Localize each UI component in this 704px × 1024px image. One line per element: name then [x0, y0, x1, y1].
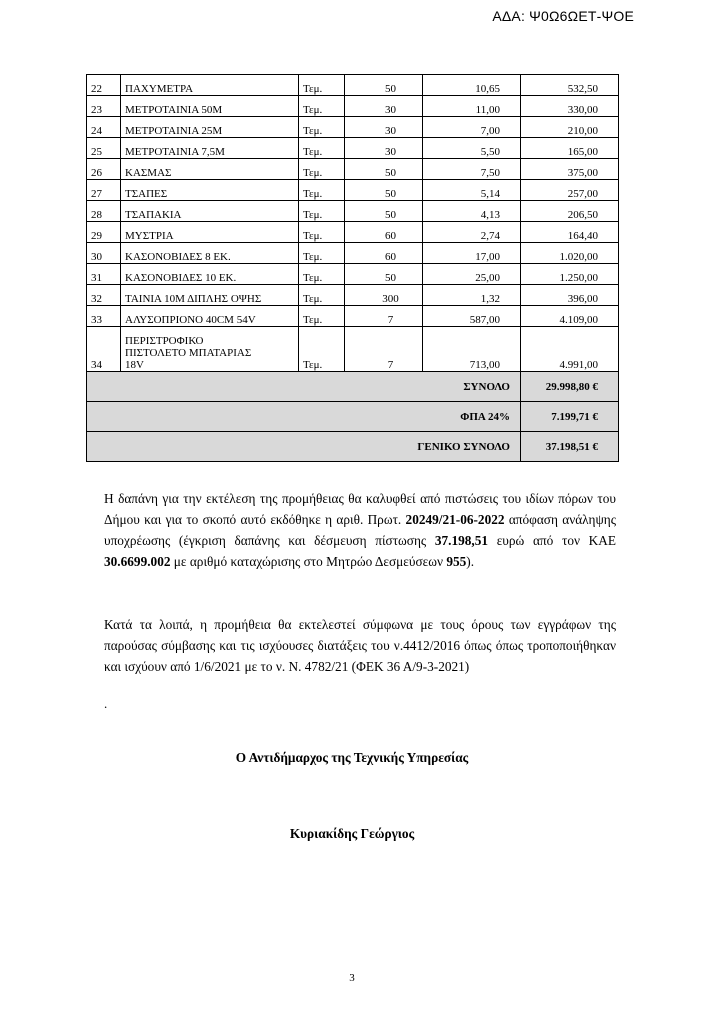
- row-quantity: 50: [345, 75, 423, 96]
- row-item-line: ΠΕΡΙΣΤΡΟΦΙΚΟ: [125, 335, 204, 347]
- row-number: 29: [87, 222, 121, 243]
- vat-label: ΦΠΑ 24%: [87, 402, 521, 432]
- ada-code: ΑΔΑ: Ψ0Ω6ΩΕΤ-ΨΟΕ: [492, 8, 634, 24]
- row-unit: Τεμ.: [299, 222, 345, 243]
- row-unit-price: 17,00: [423, 243, 521, 264]
- row-total: 257,00: [521, 180, 619, 201]
- row-total: 375,00: [521, 159, 619, 180]
- text-run: ευρώ από τον ΚΑΕ: [488, 533, 616, 548]
- grand-total-row: [87, 432, 619, 462]
- row-number: 34: [87, 327, 121, 372]
- row-unit: Τεμ.: [299, 285, 345, 306]
- text-run: απόφαση ανάληψης υποχρέωσης (έγκριση δαπάνης και δέσμευση πίστωσης: [104, 512, 616, 548]
- row-unit-price: 7,50: [423, 159, 521, 180]
- table-row: [87, 180, 619, 201]
- row-total: 210,00: [521, 117, 619, 138]
- table-row: [87, 159, 619, 180]
- row-unit: Τεμ.: [299, 138, 345, 159]
- row-item: ΚΑΣΜΑΣ: [121, 159, 299, 180]
- row-item: ΚΑΣΟΝΟΒΙΔΕΣ 10 ΕΚ.: [121, 264, 299, 285]
- row-unit: Τεμ.: [299, 306, 345, 327]
- row-quantity: 30: [345, 96, 423, 117]
- grand-total-value: 37.198,51 €: [521, 432, 619, 462]
- row-unit: Τεμ.: [299, 243, 345, 264]
- amount: 37.198,51: [434, 533, 489, 548]
- table-row: [87, 264, 619, 285]
- row-quantity: 300: [345, 285, 423, 306]
- row-unit: Τεμ.: [299, 159, 345, 180]
- row-item: ΜΥΣΤΡΙΑ: [121, 222, 299, 243]
- text-run: ).: [466, 554, 475, 569]
- table-row: [87, 201, 619, 222]
- row-number: 23: [87, 96, 121, 117]
- table-row: [87, 117, 619, 138]
- items-table-body: [87, 75, 619, 462]
- signature-name: Κυριακίδης Γεώργιος: [289, 826, 415, 841]
- decision-number: 20249/21-06-2022: [405, 512, 505, 527]
- row-total: 206,50: [521, 201, 619, 222]
- row-number: 30: [87, 243, 121, 264]
- row-unit-price: 25,00: [423, 264, 521, 285]
- row-unit-price: 10,65: [423, 75, 521, 96]
- vat-value: 7.199,71 €: [521, 402, 619, 432]
- row-item: [121, 327, 299, 372]
- subtotal-value: 29.998,80 €: [521, 372, 619, 402]
- row-unit: Τεμ.: [299, 264, 345, 285]
- row-total: 330,00: [521, 96, 619, 117]
- row-unit: Τεμ.: [299, 75, 345, 96]
- row-total: 164,40: [521, 222, 619, 243]
- row-quantity: 30: [345, 117, 423, 138]
- row-total: 4.991,00: [521, 327, 619, 372]
- row-unit: Τεμ.: [299, 117, 345, 138]
- row-quantity: 7: [345, 327, 423, 372]
- row-unit-price: 5,50: [423, 138, 521, 159]
- row-unit-price: 7,00: [423, 117, 521, 138]
- row-total: 4.109,00: [521, 306, 619, 327]
- kae-code: 30.6699.002: [104, 554, 171, 569]
- row-number: 26: [87, 159, 121, 180]
- page-number: 3: [349, 972, 355, 984]
- row-unit-price: 713,00: [423, 327, 521, 372]
- row-total: 1.020,00: [521, 243, 619, 264]
- funding-paragraph: [104, 488, 616, 572]
- vat-row: [87, 402, 619, 432]
- row-unit: Τεμ.: [299, 96, 345, 117]
- row-total: 396,00: [521, 285, 619, 306]
- table-row: [87, 285, 619, 306]
- row-quantity: 30: [345, 138, 423, 159]
- table-row: [87, 327, 619, 372]
- row-total: 165,00: [521, 138, 619, 159]
- row-item: ΜΕΤΡΟΤΑΙΝΙΑ 50Μ: [121, 96, 299, 117]
- row-item: ΠΑΧΥΜΕΤΡΑ: [121, 75, 299, 96]
- row-unit: Τεμ.: [299, 180, 345, 201]
- row-quantity: 50: [345, 201, 423, 222]
- row-item: ΤΣΑΠΕΣ: [121, 180, 299, 201]
- row-item: ΜΕΤΡΟΤΑΙΝΙΑ 25Μ: [121, 117, 299, 138]
- table-row: [87, 96, 619, 117]
- table-row: [87, 306, 619, 327]
- row-item: ΑΛΥΣΟΠΡΙΟΝΟ 40CM 54V: [121, 306, 299, 327]
- row-item: ΜΕΤΡΟΤΑΙΝΙΑ 7,5Μ: [121, 138, 299, 159]
- row-number: 31: [87, 264, 121, 285]
- row-number: 28: [87, 201, 121, 222]
- row-number: 22: [87, 75, 121, 96]
- table-row: [87, 138, 619, 159]
- row-unit-price: 4,13: [423, 201, 521, 222]
- row-quantity: 60: [345, 222, 423, 243]
- row-number: 25: [87, 138, 121, 159]
- row-unit-price: 587,00: [423, 306, 521, 327]
- row-unit: Τεμ.: [299, 327, 345, 372]
- row-unit-price: 5,14: [423, 180, 521, 201]
- row-number: 32: [87, 285, 121, 306]
- table-row: [87, 222, 619, 243]
- row-quantity: 60: [345, 243, 423, 264]
- row-unit: Τεμ.: [299, 201, 345, 222]
- text-run: με αριθμό καταχώρισης στο Μητρώο Δεσμεύσεων: [170, 554, 447, 569]
- table-row: [87, 75, 619, 96]
- signature-title: Ο Αντιδήμαρχος της Τεχνικής Υπηρεσίας: [235, 750, 469, 765]
- row-item-line: ΠΙΣΤΟΛΕΤΟ ΜΠΑΤΑΡΙΑΣ: [125, 347, 252, 359]
- row-quantity: 50: [345, 159, 423, 180]
- row-number: 33: [87, 306, 121, 327]
- row-unit-price: 2,74: [423, 222, 521, 243]
- trailing-dot: .: [104, 696, 108, 711]
- row-total: 1.250,00: [521, 264, 619, 285]
- row-item: ΤΑΙΝΙΑ 10Μ ΔΙΠΛΗΣ ΟΨΗΣ: [121, 285, 299, 306]
- row-quantity: 50: [345, 264, 423, 285]
- grand-total-label: ΓΕΝΙΚΟ ΣΥΝΟΛΟ: [87, 432, 521, 462]
- row-item: ΤΣΑΠΑΚΙΑ: [121, 201, 299, 222]
- row-quantity: 7: [345, 306, 423, 327]
- row-unit-price: 11,00: [423, 96, 521, 117]
- row-total: 532,50: [521, 75, 619, 96]
- row-number: 27: [87, 180, 121, 201]
- row-item-line: 18V: [125, 359, 144, 371]
- row-unit-price: 1,32: [423, 285, 521, 306]
- text-run: Η δαπάνη για την εκτέλεση της προμήθειας θα καλυφθεί από πιστώσεις του ιδίων πόρων του Δήμου και για το σκοπό αυτό εκδόθηκε η αριθ. Πρωτ.: [104, 491, 616, 527]
- subtotal-label: ΣΥΝΟΛΟ: [87, 372, 521, 402]
- items-table: [86, 74, 619, 462]
- row-quantity: 50: [345, 180, 423, 201]
- row-number: 24: [87, 117, 121, 138]
- subtotal-row: [87, 372, 619, 402]
- row-item: ΚΑΣΟΝΟΒΙΔΕΣ 8 ΕΚ.: [121, 243, 299, 264]
- terms-paragraph: Κατά τα λοιπά, η προμήθεια θα εκτελεστεί σύμφωνα με τους όρους των εγγράφων της παρούσας σύμβασης και τις ισχύουσες διατάξεις του ν.4412/2016 όπως όπως τροποποιήθηκαν και ισχύουν από 1/6/2021 με το ν. Ν. 4782/21 (ΦΕΚ 36 Α/9-3-2021): [104, 617, 616, 674]
- registry-number: 955: [446, 554, 467, 569]
- table-row: [87, 243, 619, 264]
